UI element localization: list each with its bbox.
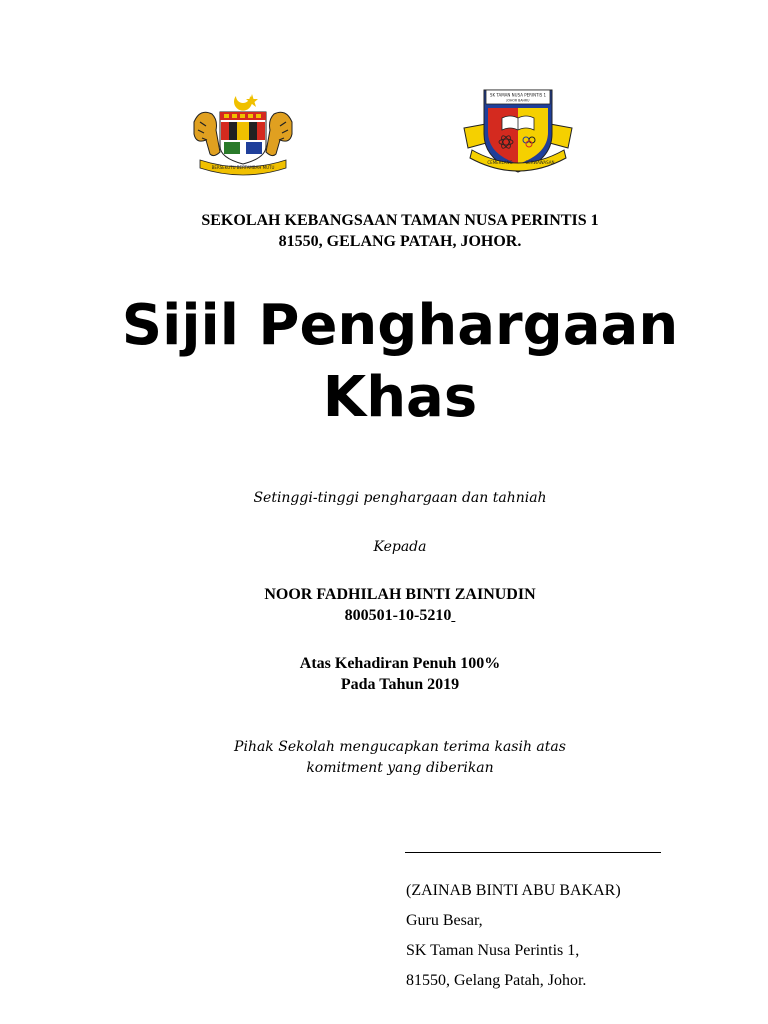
crest-banner-sub: JOHOR BAHRU bbox=[506, 98, 530, 103]
signatory-address: 81550, Gelang Patah, Johor. bbox=[406, 972, 587, 989]
signature-line bbox=[405, 852, 661, 853]
recipient-ic-row bbox=[0, 605, 768, 626]
achievement-line-1: Atas Kehadiran Penuh 100% bbox=[299, 655, 501, 672]
thanks-block bbox=[0, 737, 768, 779]
signatory-block bbox=[406, 876, 736, 996]
crest-banner-left: CEMERLANG bbox=[487, 160, 513, 165]
achievement-block bbox=[0, 653, 768, 695]
recipient-name: NOOR FADHILAH BINTI ZAINUDIN bbox=[264, 586, 536, 603]
title-line-2: Khas bbox=[322, 365, 478, 430]
signatory-school: SK Taman Nusa Perintis 1, bbox=[406, 942, 580, 959]
title-line-1: Sijil Penghargaan bbox=[121, 293, 679, 358]
signatory-name: (ZAINAB BINTI ABU BAKAR) bbox=[406, 882, 621, 899]
ic-underline bbox=[451, 607, 455, 624]
achievement-line-2: Pada Tahun 2019 bbox=[340, 676, 460, 693]
school-crest-icon bbox=[462, 84, 574, 178]
thanks-line-2: komitment yang diberikan bbox=[306, 760, 494, 776]
signatory-position: Guru Besar, bbox=[406, 912, 483, 929]
recipient-block bbox=[0, 584, 768, 626]
school-header bbox=[0, 210, 768, 252]
motto-text: BERSEKUTU BERTAMBAH MUTU bbox=[211, 165, 275, 170]
appreciation-text: Setinggi-tinggi penghargaan dan tahniah bbox=[253, 490, 547, 506]
malaysia-coat-of-arms-icon bbox=[190, 92, 296, 176]
crest-banner-right: BERWAWASAN bbox=[525, 160, 555, 165]
certificate-title bbox=[0, 290, 768, 434]
school-address: 81550, GELANG PATAH, JOHOR. bbox=[278, 233, 522, 250]
school-name: SEKOLAH KEBANGSAAN TAMAN NUSA PERINTIS 1 bbox=[201, 212, 599, 229]
thanks-line-1: Pihak Sekolah mengucapkan terima kasih atas bbox=[234, 739, 566, 755]
to-text: Kepada bbox=[373, 539, 427, 555]
crest-banner-top: SK TAMAN NUSA PERINTIS 1 bbox=[489, 92, 547, 98]
recipient-ic: 800501-10-5210 bbox=[344, 607, 452, 624]
